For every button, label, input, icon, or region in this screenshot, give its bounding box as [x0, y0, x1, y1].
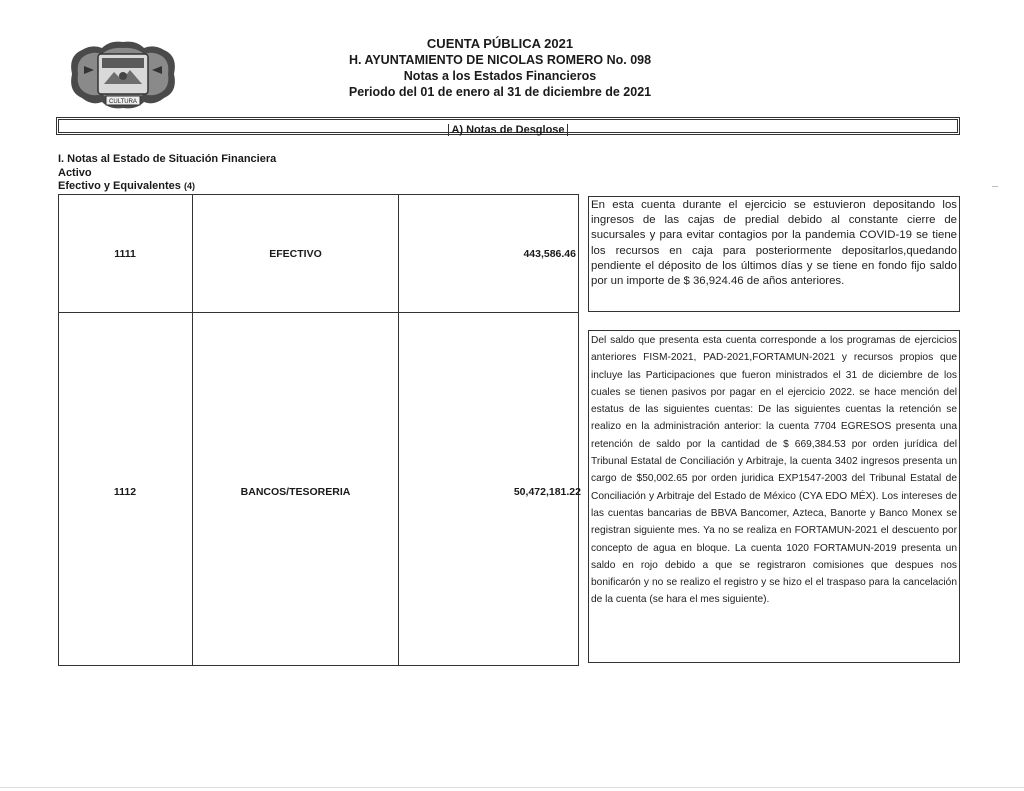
- document-subtitle: Notas a los Estados Financieros: [403, 69, 597, 83]
- category-label: Efectivo y Equivalentes: [58, 180, 181, 192]
- account-amount: 50,472,181.22: [513, 486, 581, 498]
- account-note: Del saldo que presenta esta cuenta corresponde a los programas de ejercicios anteriores FISM-2021, PAD-2021,FORTAMUN-2021 y recursos propios que incluye las Participaciones que fueron ministrados el 31 de diciembre de los cuales se tienen pasivos por pagar en el ejercicio 2022. se hace mención del estatus de las siguientes cuentas: De las siguientes cuentas la retención se realizo en la administración anterior: la cuenta 7704 EGRESOS presenta una retención de saldo por la cantidad de $ 669,384.53 por orden jurídica del Tribunal Estatal de Conciliación y Arbitraje, la cuenta 3402 ingresos presenta un cargo de $50,002.65 por orden juridica EXP1547-2003 del Tribunal Estatal de Conciliación y Arbitraje del Estado de México (CYA EDO MÉX). Los intereses de las cuentas bancarias de BBVA Bancomer, Azteca, Banorte y Banco Monex se registran siguiente mes. Ya no se realiza en FORTAMUN-2021 el descuento por concepto de agua en bloque. La cuenta 1020 FORTAMUN-2019 presenta un saldo en rojo debido a que se registraron comisiones que despues nos bonificarón y no se realizo el registro y se hizo el el traspaso para la cancelación de la cuenta (se hara el mes siguiente).: [588, 330, 960, 663]
- notes-heading: I. Notas al Estado de Situación Financiera: [58, 153, 277, 165]
- margin-mark: [992, 186, 998, 187]
- seal-caption: CULTURA: [109, 99, 137, 105]
- account-name: EFECTIVO: [269, 248, 322, 260]
- municipality-name: H. AYUNTAMIENTO DE NICOLAS ROMERO No. 098: [348, 53, 652, 67]
- document-header: [300, 36, 700, 100]
- account-number: 1111: [114, 248, 136, 260]
- table-divider: [398, 194, 399, 666]
- municipal-seal-icon: [64, 36, 182, 112]
- table-row-divider: [58, 312, 579, 313]
- account-number: 1112: [113, 486, 137, 498]
- page-bottom-rule: [0, 787, 1024, 788]
- section-title-bar: [56, 117, 960, 135]
- account-note: En esta cuenta durante el ejercicio se estuvieron depositando los ingresos de las cajas de predial debido al constante cierre de sucursales y para evitar contagios por la pandemia COVID-19 se tiene los recursos en caja para posteriormente depositarlos,quedando pendiente el déposito de los últimos días y se tiene en fondo fijo saldo por un importe de $ 36,924.46 de años anteriores.: [588, 196, 960, 312]
- reporting-period: Periodo del 01 de enero al 31 de diciembre de 2021: [348, 85, 652, 99]
- account-amount: 443,586.46: [523, 248, 576, 260]
- table-divider: [192, 194, 193, 666]
- category-ref: (4): [183, 181, 195, 191]
- accounts-table: [58, 194, 579, 666]
- notes-heading-block: [58, 153, 276, 194]
- notes-subheading: Activo: [58, 166, 92, 179]
- section-title: A) Notas de Desglose: [448, 124, 567, 136]
- document-title: CUENTA PÚBLICA 2021: [426, 36, 574, 51]
- category-heading: [58, 180, 276, 194]
- account-name: BANCOS/TESORERIA: [240, 486, 351, 498]
